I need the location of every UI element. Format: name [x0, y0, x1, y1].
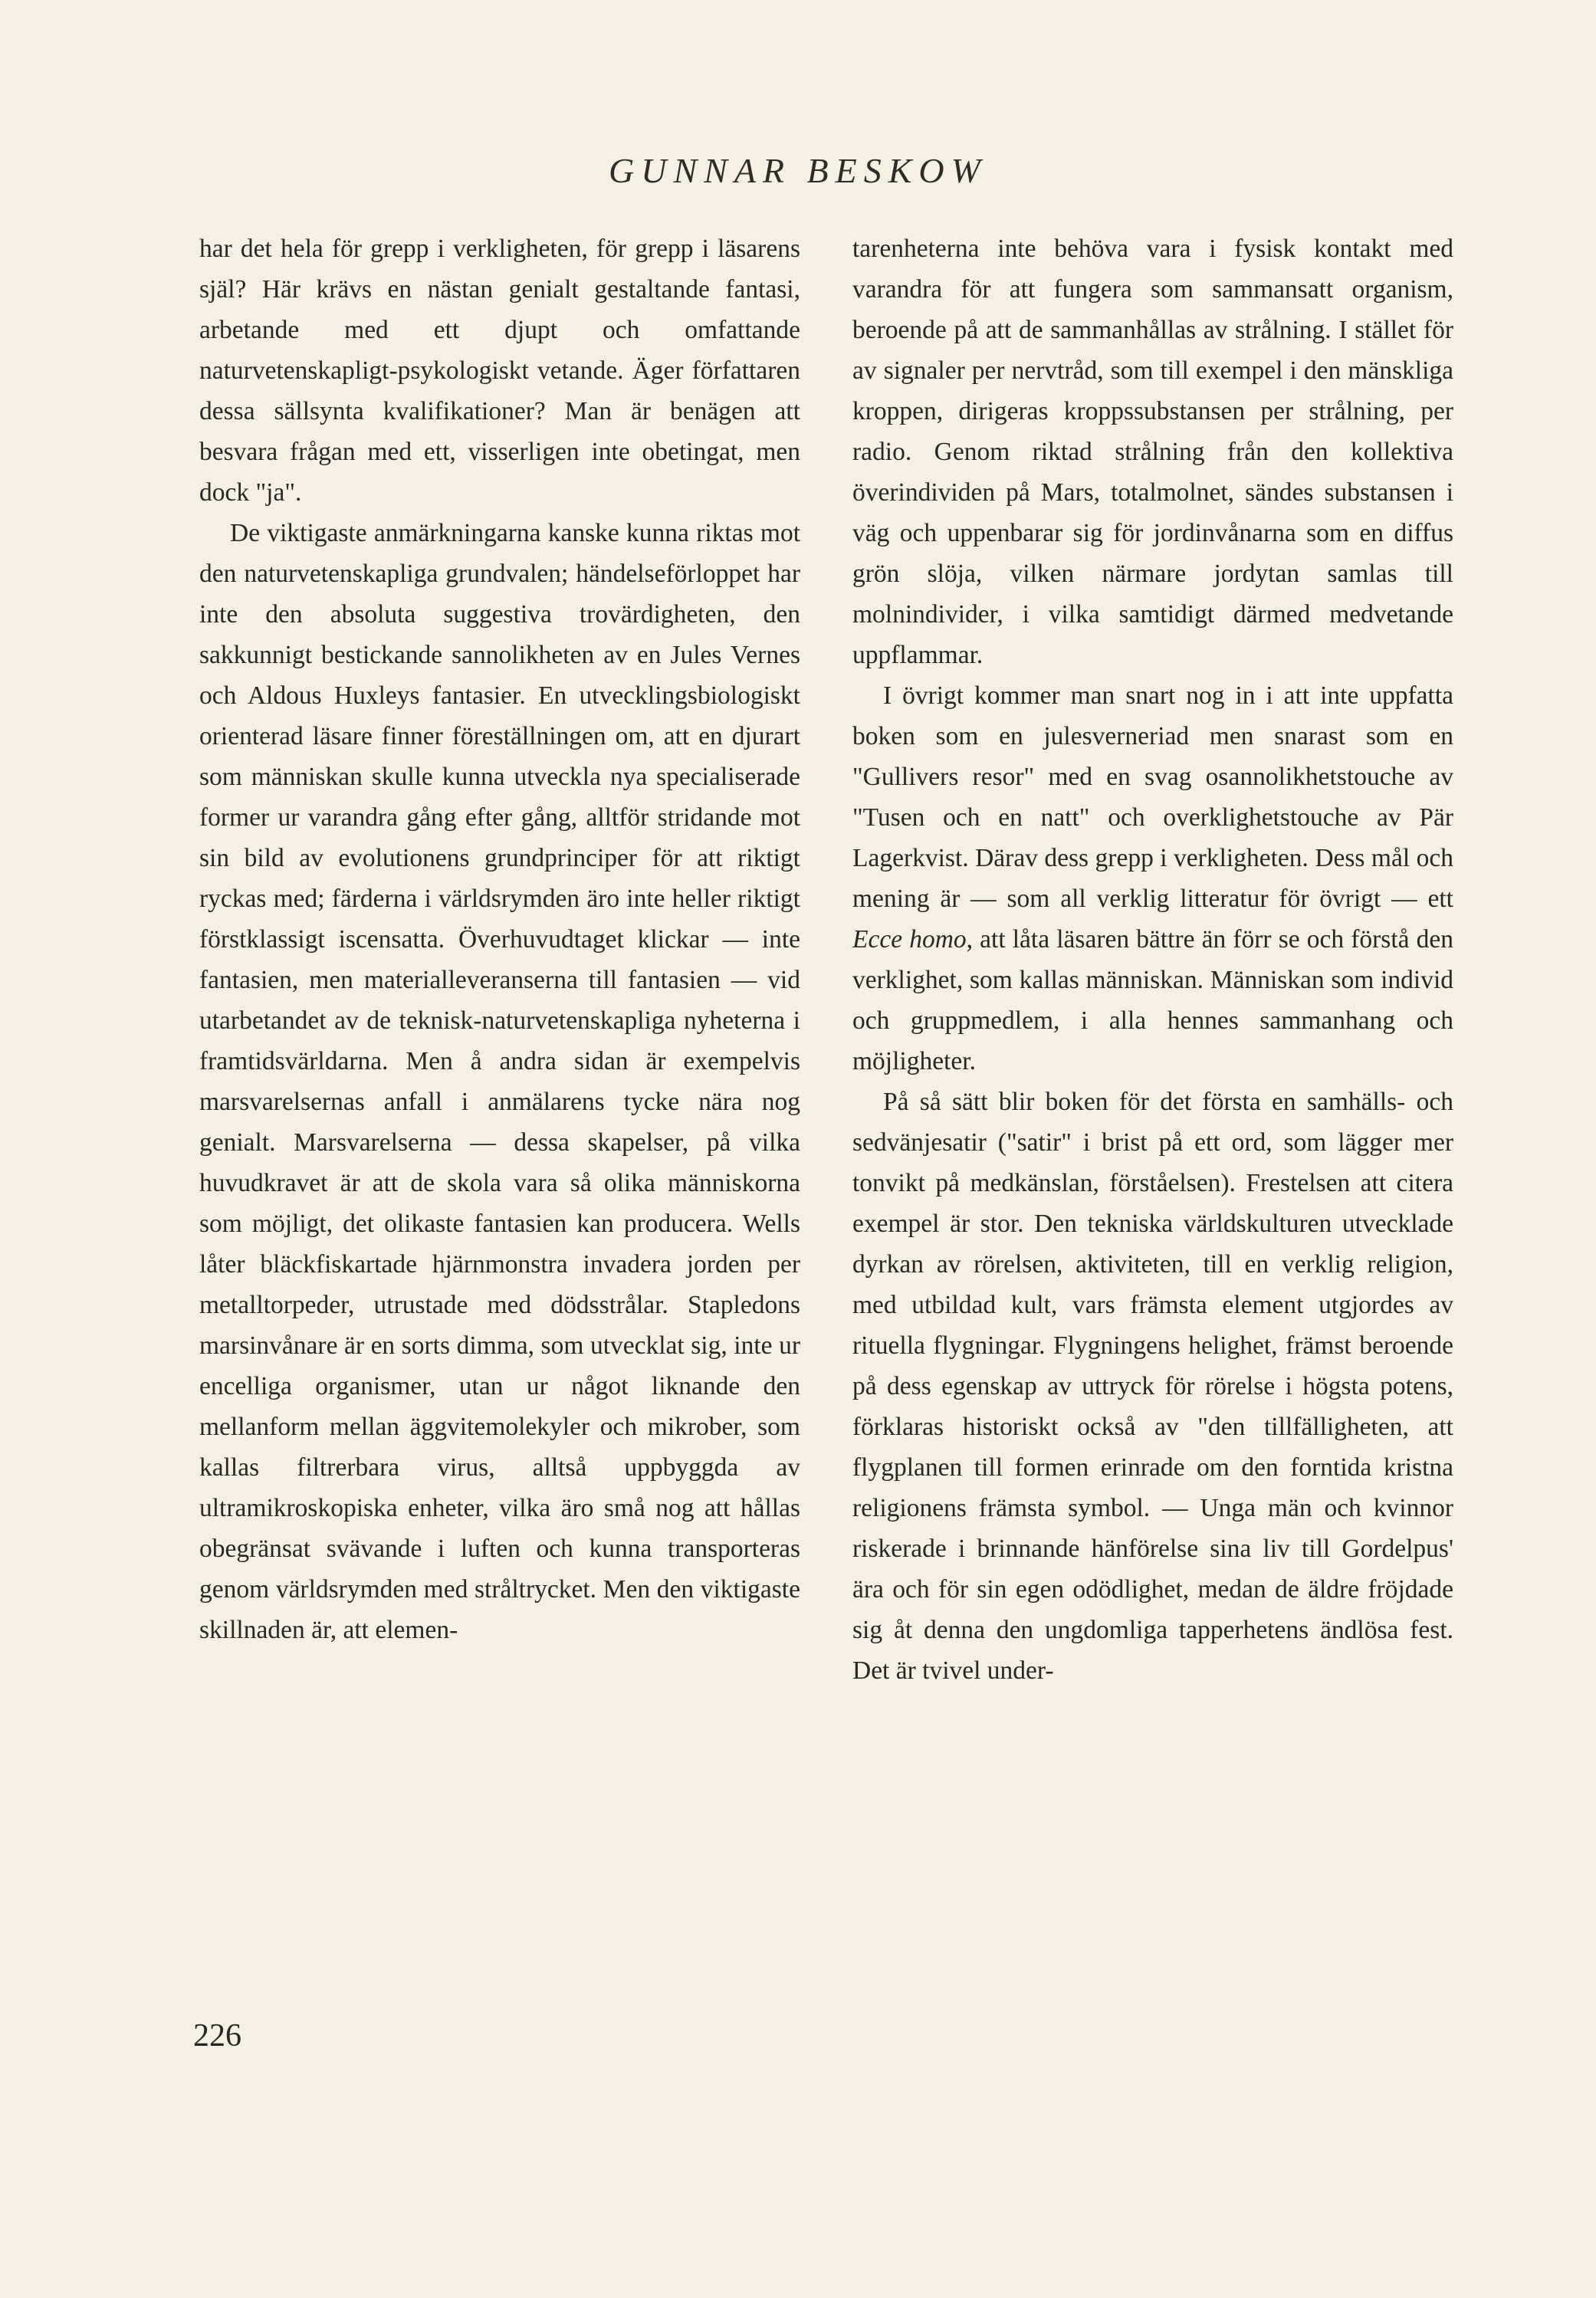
left-paragraph-1: har det hela för grepp i verkligheten, för grepp i läsarens själ? Här krävs en nästan genialt gestaltande fantasi, arbetande med ett djupt och omfattande naturvetenskapligt-psykologiskt vetande. Äger författaren dessa sällsynta kvalifikationer? Man är benägen att besvara frågan med ett, visserligen inte obetingat, men dock "ja".	[199, 235, 800, 507]
left-column	[199, 228, 800, 1650]
right-paragraph-2	[852, 675, 1453, 1082]
ecce-homo-emphasis: Ecce homo	[852, 925, 967, 954]
right-column	[852, 228, 1453, 1691]
left-paragraph-2: De viktigaste anmärkningarna kanske kunna riktas mot den naturvetenskapliga grundvalen; händelseförloppet har inte den absoluta suggestiva trovärdigheten, den sakkunnigt bestickande sannolikheten av en Jules Vernes och Aldous Huxleys fantasier. En utvecklingsbiologiskt orienterad läsare finner föreställningen om, att en djurart som människan skulle kunna utveckla nya specialiserade former ur varandra gång efter gång, alltför stridande mot sin bild av evolutionens grundprinciper för att riktigt ryckas med; färderna i världsrymden äro inte heller riktigt förstklassigt iscensatta. Överhuvudtaget klickar — inte fantasien, men materialleveranserna till fantasien — vid utarbetandet av de teknisk-naturvetenskapliga nyheterna i framtidsvärldarna. Men å andra sidan är exempelvis marsvarelsernas anfall i anmälarens tycke nära nog genialt. Marsvarelserna — dessa skapelser, på vilka huvudkravet är att de skola vara så olika människorna som möjligt, det olikaste fantasien kan producera. Wells låter bläckfiskartade hjärnmonstra invadera jorden per metalltorpeder, utrustade med dödsstrålar. Stapledons marsinvånare är en sorts dimma, som utvecklat sig, inte ur encelliga organismer, utan ur något liknande den mellanform mellan äggvitemolekyler och mikrober, som kallas filtrerbara virus, alltså uppbyggda av ultramikroskopiska enheter, vilka äro små nog att hållas obegränsat svävande i luften och kunna transporteras genom världsrymden med stråltrycket. Men den viktigaste skillnaden är, att elemen-	[199, 519, 800, 1644]
right-paragraph-3: På så sätt blir boken för det första en samhälls- och sedvänjesatir ("satir" i brist på ett ord, som lägger mer tonvikt på medkänslan, förståelsen). Frestelsen att citera exempel är stor. Den tekniska världskulturen utvecklade dyrkan av rörelsen, aktiviteten, till en verklig religion, med utbildad kult, vars främsta element utgjordes av rituella flygningar. Flygningens helighet, främst beroende på dess egenskap av uttryck för rörelse i högsta potens, förklaras historiskt också av "den tillfälligheten, att flygplanen till formen erinrade om den forntida kristna religionens främsta symbol. — Unga män och kvinnor riskerade i brinnande hänförelse sina liv till Gordelpus' ära och för sin egen odödlighet, medan de äldre fröjdade sig åt denna den ungdomliga tapperhetens ändlösa fest. Det är tvivel under-	[852, 1088, 1453, 1685]
right-paragraph-2-text-a: I övrigt kommer man snart nog in i att inte uppfatta boken som en julesverneriad men snarast som en "Gullivers resor" med en svag osannolikhetstouche av "Tusen och en natt" och overklighetstouche av Pär Lagerkvist. Därav dess grepp i verkligheten. Dess mål och mening är — som all verklig litteratur för övrigt — ett	[852, 681, 1453, 913]
running-head: GUNNAR BESKOW	[609, 151, 987, 190]
right-paragraph-2-text-b: , att låta läsaren bättre än förr se och förstå den verklighet, som kallas människan. Människan som individ och gruppmedlem, i alla hennes sammanhang och möjligheter.	[852, 925, 1453, 1075]
right-paragraph-1: tarenheterna inte behöva vara i fysisk kontakt med varandra för att fungera som sammansatt organism, beroende på att de sammanhållas av strålning. I stället för av signaler per nervtråd, som till exempel i den mänskliga kroppen, dirigeras kroppssubstansen per strålning, per radio. Genom riktad strålning från den kollektiva överindividen på Mars, totalmolnet, sändes substansen i väg och uppenbarar sig för jordinvånarna som en diffus grön slöja, vilken närmare jordytan samlas till molnindivider, i vilka samtidigt därmed medvetande uppflammar.	[852, 235, 1453, 669]
page-number: 226	[193, 2018, 241, 2053]
